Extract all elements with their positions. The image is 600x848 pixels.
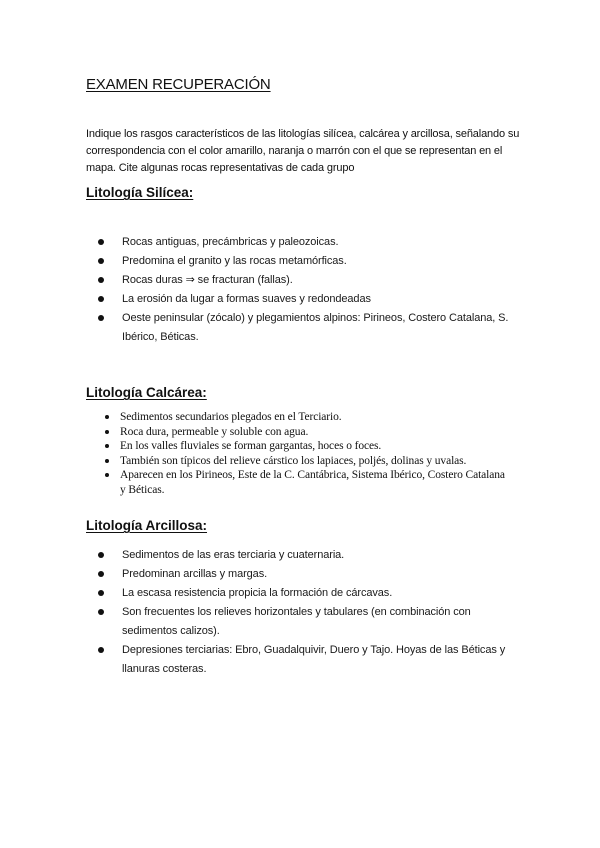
list-item-text: Depresiones terciarias: Ebro, Guadalquivir, Duero y Tajo. Hoyas de las Béticas y llanuras costeras. xyxy=(122,644,506,675)
arcillosa-list xyxy=(86,546,518,679)
list-item xyxy=(86,290,518,309)
list-item-text: La erosión da lugar a formas suaves y redondeadas xyxy=(122,293,371,305)
list-item-text: La escasa resistencia propicia la formación de cárcavas. xyxy=(122,587,393,599)
bullet-icon xyxy=(98,571,104,577)
page-title: EXAMEN RECUPERACIÓN xyxy=(86,76,271,93)
list-item xyxy=(86,271,518,290)
exam-question: Indique los rasgos característicos de las litologías silícea, calcárea y arcillosa, señalando su correspondencia con el color amarillo, naranja o marrón con el que se representan en el mapa. Cite algunas rocas representativas de cada grupo xyxy=(86,128,520,174)
list-item-text: Roca dura, permeable y soluble con agua. xyxy=(120,425,309,438)
bullet-icon xyxy=(98,552,104,558)
list-item xyxy=(86,603,518,641)
list-item xyxy=(86,546,518,565)
list-item xyxy=(86,584,518,603)
list-item xyxy=(86,454,506,469)
list-item xyxy=(86,468,506,497)
list-item-text: También son típicos del relieve cárstico los lapiaces, poljés, dolinas y uvalas. xyxy=(120,454,467,467)
list-item xyxy=(86,565,518,584)
bullet-icon xyxy=(98,277,104,283)
list-item xyxy=(86,410,506,425)
bullet-icon xyxy=(98,296,104,302)
list-item-text: Aparecen en los Pirineos, Este de la C. Cantábrica, Sistema Ibérico, Costero Catalana y Béticas. xyxy=(120,469,505,496)
bullet-icon xyxy=(98,258,104,264)
bullet-icon xyxy=(98,315,104,321)
list-item xyxy=(86,252,518,271)
bullet-icon xyxy=(105,444,109,448)
bullet-icon xyxy=(105,430,109,434)
section-heading-silicea: Litología Silícea: xyxy=(86,185,194,200)
list-item-text: Rocas antiguas, precámbricas y paleozoicas. xyxy=(122,236,339,248)
bullet-icon xyxy=(98,647,104,653)
bullet-icon xyxy=(105,459,109,463)
list-item-text: Oeste peninsular (zócalo) y plegamientos alpinos: Pirineos, Costero Catalana, S. Ibérico, Béticas. xyxy=(122,312,509,343)
list-item xyxy=(86,439,506,454)
bullet-icon xyxy=(105,473,109,477)
list-item xyxy=(86,641,518,679)
section-heading-arcillosa: Litología Arcillosa: xyxy=(86,518,208,533)
list-item-text: Son frecuentes los relieves horizontales y tabulares (en combinación con sedimentos calizos). xyxy=(122,606,471,637)
list-item-text: Predomina el granito y las rocas metamórficas. xyxy=(122,255,347,267)
list-item xyxy=(86,309,518,347)
list-item-text: Sedimentos secundarios plegados en el Terciario. xyxy=(120,411,342,423)
list-item-text: En los valles fluviales se forman gargantas, hoces o foces. xyxy=(120,440,382,452)
list-item xyxy=(86,233,518,252)
list-item-text: Rocas duras ⇒ se fracturan (fallas). xyxy=(122,274,293,286)
silicea-list xyxy=(86,233,518,347)
bullet-icon xyxy=(105,415,109,419)
list-item xyxy=(86,425,506,440)
bullet-icon xyxy=(98,239,104,245)
bullet-icon xyxy=(98,609,104,615)
bullet-icon xyxy=(98,590,104,596)
list-item-text: Predominan arcillas y margas. xyxy=(122,568,268,580)
calcarea-list xyxy=(86,410,506,497)
section-heading-calcarea: Litología Calcárea: xyxy=(86,385,207,400)
list-item-text: Sedimentos de las eras terciaria y cuaternaria. xyxy=(122,549,345,561)
